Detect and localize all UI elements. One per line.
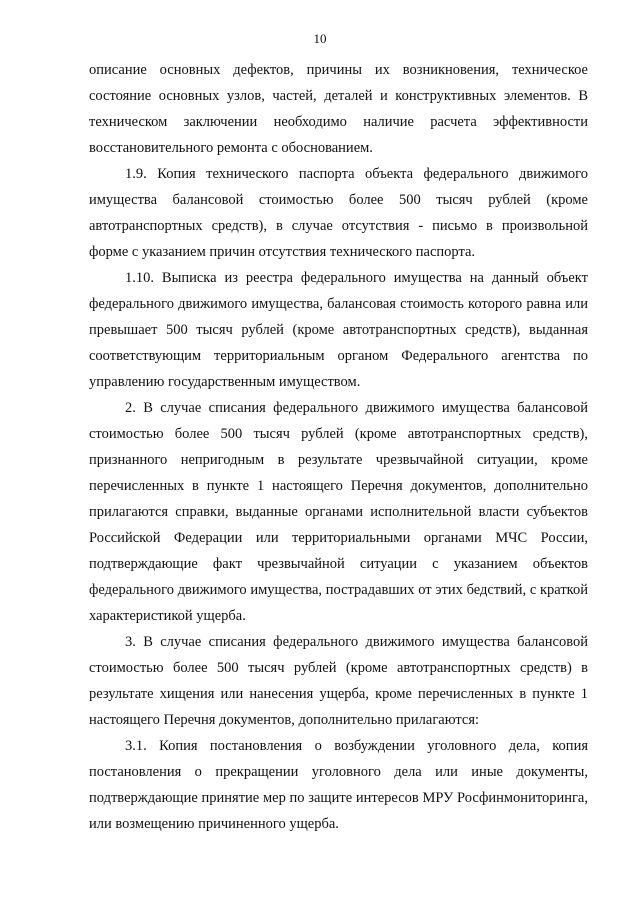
paragraph-3: 3. В случае списания федерального движимого имущества балансовой стоимостью более 500 тысяч рублей (кроме автотранспортных средств) в результате хищения или нанесения ущерба, кроме перечисленных в пункте 1 настоящего Перечня документов, дополнительно прилагаются: — [89, 634, 588, 728]
paragraph-1-9: 1.9. Копия технического паспорта объекта федерального движимого имущества балансовой стоимостью более 500 тысяч рублей (кроме автотранспортных средств), в случае отсутствия - письмо в произвольной форме с указанием причин отсутствия технического паспорта. — [89, 166, 588, 260]
paragraph-1-10: 1.10. Выписка из реестра федерального имущества на данный объект федерального движимого имущества, балансовая стоимость которого равна или превышает 500 тысяч рублей (кроме автотранспортных средств), выданная соответствующим территориальным органом Федерального агентства по управлению государственным имуществом. — [89, 270, 588, 390]
document-body — [89, 57, 588, 837]
paragraph-2: 2. В случае списания федерального движимого имущества балансовой стоимостью более 500 тысяч рублей (кроме автотранспортных средств), признанного непригодным в результате чрезвычайной ситуации, кроме перечисленных в пункте 1 настоящего Перечня документов, дополнительно прилагаются справки, выданные органами исполнительной власти субъектов Российской Федерации или территориальными органами МЧС России, подтверждающие факт чрезвычайной ситуации с указанием объектов федерального движимого имущества, пострадавших от этих бедствий, с краткой характеристикой ущерба. — [89, 400, 588, 624]
page-number: 10 — [313, 31, 327, 46]
paragraph-continuation: описание основных дефектов, причины их возникновения, техническое состояние основных узлов, частей, деталей и конструктивных элементов. В техническом заключении необходимо наличие расчета эффективности восстановительного ремонта с обоснованием. — [89, 62, 588, 156]
paragraph-3-1: 3.1. Копия постановления о возбуждении уголовного дела, копия постановления о прекращении уголовного дела или иные документы, подтверждающие принятие мер по защите интересов МРУ Росфинмониторинга, или возмещению причиненного ущерба. — [89, 738, 588, 832]
